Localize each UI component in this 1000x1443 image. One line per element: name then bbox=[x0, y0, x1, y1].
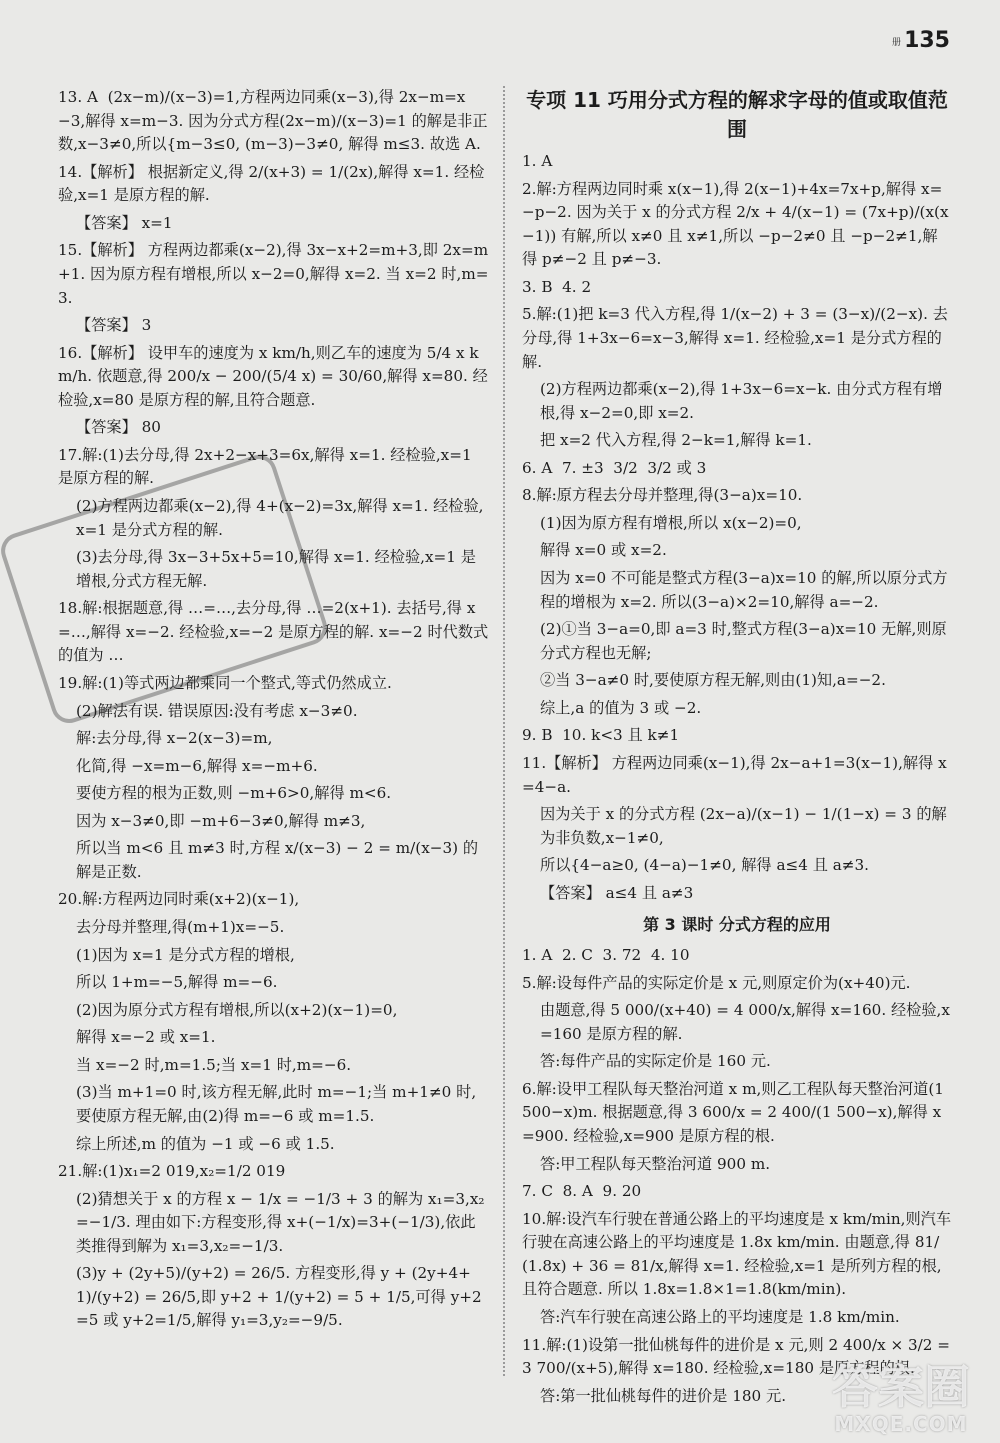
lesson-11-2: 答:第一批仙桃每件的进价是 180 元. bbox=[540, 1386, 787, 1405]
answer-16-result: 【答案】 80 bbox=[76, 418, 161, 437]
special-8-7: 综上,a 的值为 3 或 −2. bbox=[540, 698, 702, 717]
page-tag: 册 bbox=[892, 37, 902, 48]
lesson-7-9: 7. C 8. A 9. 20 bbox=[522, 1182, 642, 1201]
answer-20-5: (2)因为原分式方程有增根,所以(x+2)(x−1)=0, bbox=[76, 1000, 398, 1019]
special-8-4: 因为 x=0 不可能是整式方程(3−a)x=10 的解,所以原分式方程的增根为 x=2. 所以(3−a)×2=10,解得 a=−2. bbox=[540, 569, 948, 611]
lesson-1-4: 1. A 2. C 3. 72 4. 10 bbox=[522, 946, 690, 965]
answer-20-9: 综上所述,m 的值为 −1 或 −6 或 1.5. bbox=[76, 1134, 335, 1153]
answer-15-result: 【答案】 3 bbox=[76, 316, 152, 335]
special-11-1: 11.【解析】 方程两边同乘(x−1),得 2x−a+1=3(x−1),解得 x=4−a. bbox=[522, 753, 947, 796]
special-1: 1. A bbox=[522, 152, 553, 170]
answer-20-8: (3)当 m+1=0 时,该方程无解,此时 m=−1;当 m+1≠0 时,要使原方程无解,由(2)得 m=−6 或 m=1.5. bbox=[76, 1083, 477, 1125]
answer-17-1: 17.解:(1)去分母,得 2x+2−x+3=6x,解得 x=1. 经检验,x=1 是原方程的解. bbox=[58, 445, 477, 488]
answer-18: 18.解:根据题意,得 …=…,去分母,得 …=2(x+1). 去括号,得 x=…,解得 x=−2. 经检验,x=−2 是原方程的解. x=−2 时代数式的值为 … bbox=[58, 599, 489, 665]
answer-19-3: 解:去分母,得 x−2(x−3)=m, bbox=[76, 729, 273, 748]
special-8-1: 8.解:原方程去分母并整理,得(3−a)x=10. bbox=[522, 486, 803, 505]
special-5-3: 把 x=2 代入方程,得 2−k=1,解得 k=1. bbox=[540, 431, 812, 450]
answer-19-2: (2)解法有误. 错误原因:没有考虑 x−3≠0. bbox=[76, 701, 358, 720]
answer-20-6: 解得 x=−2 或 x=1. bbox=[76, 1028, 216, 1047]
lesson-title: 第 3 课时 分式方程的应用 bbox=[643, 915, 831, 935]
lesson-11-1: 11.解:(1)设第一批仙桃每件的进价是 x 元,则 2 400/x × 3/2 = 3 700/(x+5),解得 x=180. 经检验,x=180 是原方程的根. bbox=[522, 1335, 955, 1378]
answer-13: 13. A (2x−m)/(x−3)=1,方程两边同乘(x−3),得 2x−m=x−3,解得 x=m−3. 因为分式方程(2x−m)/(x−3)=1 的解是非正数,x−3≠0,所以{m−3≤0, (m−3)−3≠0, 解得 m≤3. 故选 A. bbox=[58, 88, 488, 154]
lesson-6-1: 6.解:设甲工程队每天整治河道 x m,则乙工程队每天整治河道(1 500−x)m. 根据题意,得 3 600/x = 2 400/(1 500−x),解得 x=900. 经检验,x=900 是原方程的根. bbox=[522, 1079, 949, 1146]
answer-20-7: 当 x=−2 时,m=1.5;当 x=1 时,m=−6. bbox=[76, 1055, 352, 1074]
answer-19-1: 19.解:(1)等式两边都乘同一个整式,等式仍然成立. bbox=[58, 673, 392, 692]
lesson-5-2: 由题意,得 5 000/(x+40) = 4 000/x,解得 x=160. 经检验,x=160 是原方程的解. bbox=[540, 1001, 950, 1043]
answer-19-6: 因为 x−3≠0,即 −m+6−3≠0,解得 m≠3, bbox=[76, 811, 366, 830]
lesson-6-2: 答:甲工程队每天整治河道 900 m. bbox=[540, 1154, 771, 1173]
answer-21-3: (3)y + (2y+5)/(y+2) = 26/5. 方程变形,得 y + (2y+4+1)/(y+2) = 26/5,即 y+2 + 1/(y+2) = 5 + 1/5,可得 y+2=5 或 y+2=1/5,解得 y₁=3,y₂=−9/5. bbox=[76, 1264, 482, 1330]
answer-17-3: (3)去分母,得 3x−3+5x+5=10,解得 x=1. 经检验,x=1 是增根,分式方程无解. bbox=[76, 548, 476, 590]
left-column bbox=[58, 86, 490, 1337]
answer-16: 16.【解析】 设甲车的速度为 x km/h,则乙车的速度为 5/4 x km/h. 依题意,得 200/x − 200/(5/4 x) = 30/60,解得 x=80. 经检验,x=80 是原方程的解,且符合题意. bbox=[58, 343, 488, 409]
lesson-10-2: 答:汽车行驶在高速公路上的平均速度是 1.8 km/min. bbox=[540, 1307, 900, 1326]
lesson-5-3: 答:每件产品的实际定价是 160 元. bbox=[540, 1052, 771, 1071]
watermark-logo bbox=[832, 1362, 970, 1435]
answer-21-1: 21.解:(1)x₁=2 019,x₂=1/2 019 bbox=[58, 1162, 286, 1181]
special-11-2: 因为关于 x 的分式方程 (2x−a)/(x−1) − 1/(1−x) = 3 的解为非负数,x−1≠0, bbox=[540, 805, 947, 847]
special-11-4: 【答案】 a≤4 且 a≠3 bbox=[540, 883, 694, 902]
special-8-3: 解得 x=0 或 x=2. bbox=[540, 541, 667, 560]
answer-20-2: 去分母并整理,得(m+1)x=−5. bbox=[76, 918, 285, 936]
special-2: 2.解:方程两边同时乘 x(x−1),得 2(x−1)+4x=7x+p,解得 x=−p−2. 因为关于 x 的分式方程 2/x + 4/(x−1) = (7x+p)/(x(x−1)) 有解,所以 x≠0 且 x≠1,所以 −p−2≠0 且 −p−2≠1,解得 p≠−2 且 p≠−3. bbox=[522, 179, 949, 269]
answer-20-1: 20.解:方程两边同时乘(x+2)(x−1), bbox=[58, 890, 300, 909]
watermark-line2: MXQE.COM bbox=[834, 1412, 968, 1436]
answer-14: 14.【解析】 根据新定义,得 2/(x+3) = 1/(2x),解得 x=1. 经检验,x=1 是原方程的解. bbox=[58, 162, 485, 205]
answer-21-2: (2)猜想关于 x 的方程 x − 1/x = −1/3 + 3 的解为 x₁=3,x₂=−1/3. 理由如下:方程变形,得 x+(−1/x)=3+(−1/3),依此类推得到解为 x₁=3,x₂=−1/3. bbox=[76, 1189, 485, 1255]
special-8-5: (2)①当 3−a=0,即 a=3 时,整式方程(3−a)x=10 无解,则原分式方程也无解; bbox=[540, 620, 947, 662]
special-5-1: 5.解:(1)把 k=3 代入方程,得 1/(x−2) + 3 = (3−x)/(2−x). 去分母,得 1+3x−6=x−3,解得 x=1. 经检验,x=1 是分式方程的解. bbox=[522, 305, 948, 371]
page-number bbox=[892, 28, 950, 53]
right-column bbox=[522, 86, 955, 1412]
page-number-value: 135 bbox=[904, 28, 950, 53]
watermark-line1: 答案圈 bbox=[832, 1360, 970, 1415]
lesson-10-1: 10.解:设汽车行驶在普通公路上的平均速度是 x km/min,则汽车行驶在高速公路上的平均速度是 1.8x km/min. 由题意,得 81/(1.8x) + 36 = 81/x,解得 x=1. 经检验,x=1 是所列方程的根,且符合题意. 所以 1.8x=1.8×1=1.8(km/min). bbox=[522, 1209, 952, 1299]
special-6-7: 6. A 7. ±3 3/2 3/2 或 3 bbox=[522, 458, 707, 477]
answer-14-result: 【答案】 x=1 bbox=[76, 213, 173, 232]
answer-19-5: 要使方程的根为正数,则 −m+6>0,解得 m<6. bbox=[76, 784, 392, 803]
column-divider bbox=[503, 86, 505, 1376]
answer-19-7: 所以当 m<6 且 m≠3 时,方程 x/(x−3) − 2 = m/(x−3) 的解是正数. bbox=[76, 839, 479, 881]
special-8-6: ②当 3−a≠0 时,要使原方程无解,则由(1)知,a=−2. bbox=[540, 671, 886, 690]
special-5-2: (2)方程两边都乘(x−2),得 1+3x−6=x−k. 由分式方程有增根,得 x−2=0,即 x=2. bbox=[540, 380, 943, 422]
answer-20-4: 所以 1+m=−5,解得 m=−6. bbox=[76, 973, 278, 992]
answer-20-3: (1)因为 x=1 是分式方程的增根, bbox=[76, 945, 295, 964]
special-11-3: 所以{4−a≥0, (4−a)−1≠0, 解得 a≤4 且 a≠3. bbox=[540, 856, 870, 875]
special-8-2: (1)因为原方程有增根,所以 x(x−2)=0, bbox=[540, 513, 802, 532]
section-title: 专项 11 巧用分式方程的解求字母的值或取值范围 bbox=[526, 88, 948, 141]
answer-17-2: (2)方程两边都乘(x−2),得 4+(x−2)=3x,解得 x=1. 经检验,x=1 是分式方程的解. bbox=[76, 497, 484, 539]
lesson-5-1: 5.解:设每件产品的实际定价是 x 元,则原定价为(x+40)元. bbox=[522, 973, 911, 992]
special-3-4: 3. B 4. 2 bbox=[522, 277, 592, 296]
special-9-10: 9. B 10. k<3 且 k≠1 bbox=[522, 726, 680, 745]
answer-19-4: 化简,得 −x=m−6,解得 x=−m+6. bbox=[76, 756, 318, 775]
answer-15: 15.【解析】 方程两边都乘(x−2),得 3x−x+2=m+3,即 2x=m+1. 因为原方程有增根,所以 x−2=0,解得 x=2. 当 x=2 时,m=3. bbox=[58, 241, 489, 307]
